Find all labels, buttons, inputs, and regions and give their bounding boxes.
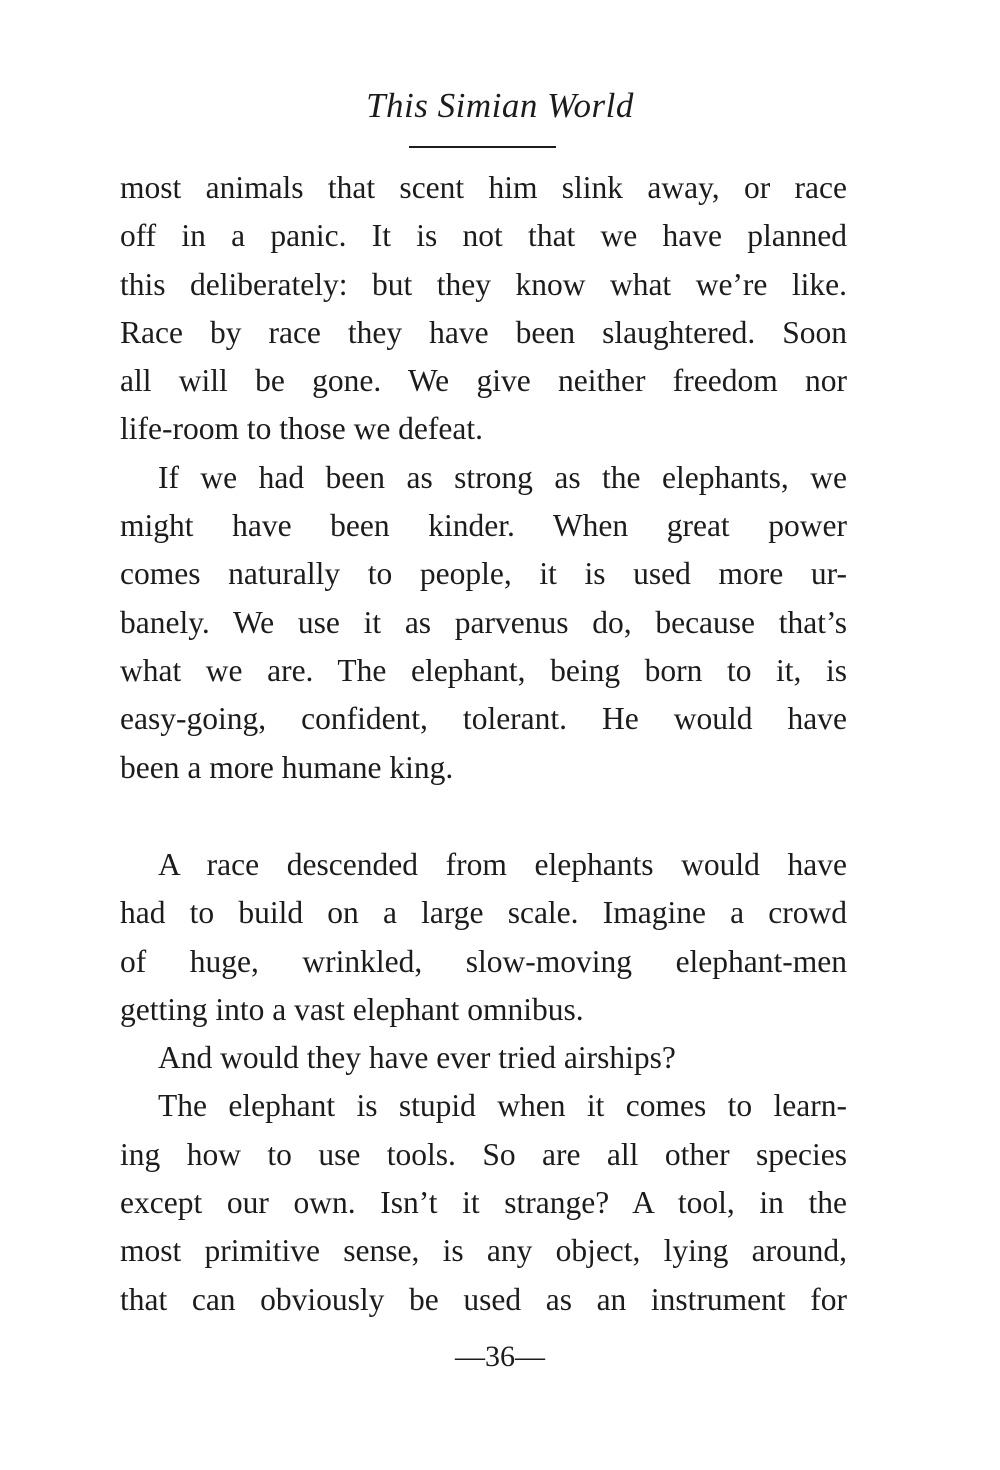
text-line: except our own. Isn’t it strange? A tool, in the [120, 1185, 847, 1221]
text-line: had to build on a large scale. Imagine a crowd [120, 895, 847, 931]
text-line: what we are. The elephant, being born to it, is [120, 652, 847, 688]
text-line: getting into a vast elephant omnibus. [120, 991, 584, 1027]
text-line: A race descended from elephants would have [158, 847, 847, 882]
page-number: —36— [455, 1340, 545, 1373]
text-line: comes naturally to people, it is used more ur- [120, 556, 847, 592]
text-line: off in a panic. It is not that we have planned [120, 218, 847, 254]
text-line: The elephant is stupid when it comes to learn- [158, 1088, 847, 1124]
text-line: life-room to those we defeat. [120, 411, 483, 447]
text-line: been a more humane king. [120, 749, 454, 785]
head-rule-divider [409, 146, 556, 148]
text-line: Race by race they have been slaughtered. Soon [120, 314, 847, 350]
text-line: And would they have ever tried airships? [158, 1040, 676, 1076]
text-line: most primitive sense, is any object, lying around, [120, 1233, 847, 1269]
text-line: most animals that scent him slink away, or race [120, 170, 847, 205]
text-block-bottom [120, 841, 847, 1324]
text-line: easy-going, confident, tolerant. He would have [120, 701, 847, 737]
text-line: all will be gone. We give neither freedom nor [120, 363, 847, 399]
running-head-title: This Simian World [366, 86, 634, 125]
text-block-top [120, 164, 847, 792]
text-line: of huge, wrinkled, slow-moving elephant-men [120, 943, 847, 979]
text-line: ing how to use tools. So are all other species [120, 1136, 847, 1172]
text-line: that can obviously be used as an instrument for [120, 1281, 847, 1317]
text-line: banely. We use it as parvenus do, because that’s [120, 604, 847, 640]
text-line: might have been kinder. When great power [120, 508, 847, 544]
text-line: this deliberately: but they know what we’re like. [120, 266, 847, 302]
text-line: If we had been as strong as the elephants, we [158, 459, 847, 495]
